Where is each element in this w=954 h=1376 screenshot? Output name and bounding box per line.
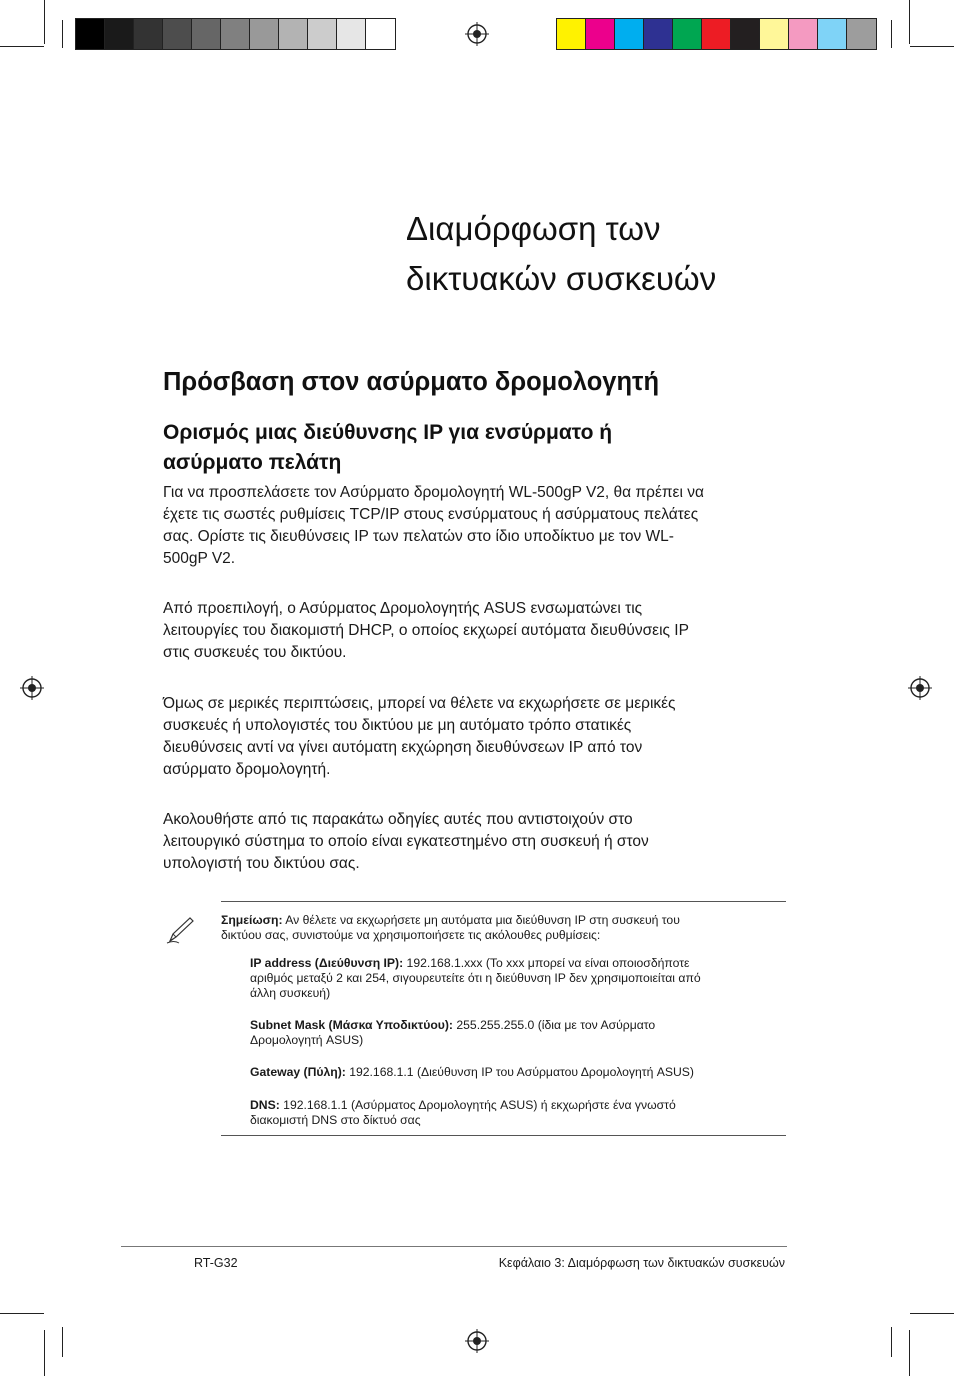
color-swatch bbox=[366, 19, 395, 49]
paragraph-line: Όμως σε μερικές περιπτώσεις, μπορεί να θέλετε να εκχωρήσετε σε μερικές bbox=[163, 695, 676, 712]
paragraph bbox=[163, 693, 788, 781]
color-swatch bbox=[847, 19, 876, 49]
footer-model: RT-G32 bbox=[194, 1256, 238, 1270]
note-item-text: Δρομολογητή ASUS) bbox=[250, 1033, 364, 1047]
paragraph bbox=[163, 482, 788, 570]
color-swatch bbox=[818, 19, 847, 49]
note-item-dns bbox=[250, 1098, 788, 1128]
paragraph-line: Ακολουθήστε από τις παρακάτω οδηγίες αυτές που αντιστοιχούν στο bbox=[163, 811, 633, 828]
color-swatch bbox=[615, 19, 644, 49]
color-swatch bbox=[308, 19, 337, 49]
paragraph-line: 500gP V2. bbox=[163, 550, 236, 567]
chapter-title bbox=[406, 204, 866, 304]
note-item-label: DNS: bbox=[250, 1098, 280, 1112]
pen-icon bbox=[164, 915, 196, 945]
registration-mark-icon bbox=[20, 676, 44, 700]
note-intro bbox=[221, 913, 786, 943]
note-item-text: άλλη συσκευή) bbox=[250, 986, 331, 1000]
subsection-heading-line: Ορισμός μιας διεύθυνσης IP για ενσύρματο ή bbox=[163, 421, 613, 444]
note-text: δικτύου σας, συνιστούμε να χρησιμοποιήσετε τις ακόλουθες ρυθμίσεις: bbox=[221, 928, 601, 942]
color-swatch bbox=[337, 19, 366, 49]
subsection-heading-line: ασύρματο πελάτη bbox=[163, 451, 342, 474]
note-item-text: αριθμός μεταξύ 2 και 254, σιγουρευτείτε ότι η διεύθυνση IP δεν χρησιμοποιείται από bbox=[250, 971, 701, 985]
color-swatch-bar bbox=[556, 18, 877, 50]
note-item-subnet-mask bbox=[250, 1018, 788, 1048]
paragraph-line: διευθύνσεις αντί να γίνει αυτόματη εκχώρηση διευθύνσεων IP από τον bbox=[163, 739, 643, 756]
paragraph-line: ασύρματο δρομολογητή. bbox=[163, 761, 331, 778]
note-item-text: διακομιστή DNS στο δίκτυό σας bbox=[250, 1113, 421, 1127]
color-swatch bbox=[557, 19, 586, 49]
chapter-title-line: δικτυακών συσκευών bbox=[406, 260, 717, 297]
note-text: Αν θέλετε να εκχωρήσετε μη αυτόματα μια διεύθυνση IP στη συσκευή του bbox=[282, 913, 680, 927]
registration-mark-icon bbox=[908, 676, 932, 700]
color-swatch bbox=[673, 19, 702, 49]
note-item-text: 255.255.255.0 (ίδια με τον Ασύρματο bbox=[452, 1018, 656, 1032]
color-swatch bbox=[586, 19, 615, 49]
color-swatch bbox=[250, 19, 279, 49]
note-item-text: 192.168.1.xxx (Το xxx μπορεί να είναι οποιοσδήποτε bbox=[403, 956, 690, 970]
note-label: Σημείωση: bbox=[221, 913, 283, 927]
note-item-ip-address bbox=[250, 956, 788, 1001]
chapter-title-line: Διαμόρφωση των bbox=[406, 210, 661, 247]
grayscale-swatch-bar bbox=[75, 18, 396, 50]
paragraph-line: Για να προσπελάσετε τον Ασύρματο δρομολογητή WL-500gP V2, θα πρέπει να bbox=[163, 484, 704, 501]
note-item-label: Subnet Mask (Μάσκα Υποδικτύου): bbox=[250, 1018, 453, 1032]
paragraph-line: Από προεπιλογή, ο Ασύρματος Δρομολογητής ASUS ενσωματώνει τις bbox=[163, 600, 643, 617]
color-swatch bbox=[731, 19, 760, 49]
paragraph-line: λειτουργίες του διακομιστή DHCP, ο οποίος εκχωρεί αυτόματα διευθύνσεις IP bbox=[163, 622, 689, 639]
paragraph-line: στις συσκευές του δικτύου. bbox=[163, 644, 347, 661]
note-top-rule bbox=[221, 901, 786, 902]
color-swatch bbox=[279, 19, 308, 49]
color-swatch bbox=[134, 19, 163, 49]
paragraph-line: λειτουργικό σύστημα το οποίο είναι εγκατεστημένο στη συσκευή ή στον bbox=[163, 833, 649, 850]
footer-rule bbox=[121, 1246, 787, 1247]
paragraph bbox=[163, 809, 788, 875]
color-swatch bbox=[163, 19, 192, 49]
paragraph-line: σας. Ορίστε τις διευθύνσεις IP των πελατών στο ίδιο υποδίκτυο με τον WL- bbox=[163, 528, 674, 545]
footer-chapter: Κεφάλαιο 3: Διαμόρφωση των δικτυακών συσκευών bbox=[498, 1256, 785, 1270]
subsection-heading bbox=[163, 418, 783, 478]
color-swatch bbox=[76, 19, 105, 49]
paragraph-line: υπολογιστή του δικτύου σας. bbox=[163, 855, 360, 872]
color-swatch bbox=[789, 19, 818, 49]
color-swatch bbox=[221, 19, 250, 49]
color-swatch bbox=[644, 19, 673, 49]
note-item-text: 192.168.1.1 (Ασύρματος Δρομολογητής ASUS) ή εκχωρήστε ένα γνωστό bbox=[279, 1098, 676, 1112]
registration-mark-icon bbox=[465, 1329, 489, 1353]
note-item-label: Gateway (Πύλη): bbox=[250, 1065, 346, 1079]
note-item-gateway bbox=[250, 1065, 788, 1080]
color-swatch bbox=[760, 19, 789, 49]
section-heading: Πρόσβαση στον ασύρματο δρομολογητή bbox=[163, 368, 660, 396]
registration-mark-icon bbox=[465, 22, 489, 46]
color-swatch bbox=[105, 19, 134, 49]
paragraph-line: έχετε τις σωστές ρυθμίσεις TCP/IP στους ενσύρματους ή ασύρματους πελάτες bbox=[163, 506, 699, 523]
color-swatch bbox=[192, 19, 221, 49]
note-item-label: IP address (Διεύθυνση IP): bbox=[250, 956, 404, 970]
color-swatch bbox=[702, 19, 731, 49]
note-bottom-rule bbox=[221, 1135, 786, 1136]
paragraph bbox=[163, 598, 788, 664]
paragraph-line: συσκευές ή υπολογιστές του δικτύου με μη αυτόματο τρόπο στατικές bbox=[163, 717, 632, 734]
note-item-text: 192.168.1.1 (Διεύθυνση IP του Ασύρματου Δρομολογητή ASUS) bbox=[345, 1065, 694, 1079]
